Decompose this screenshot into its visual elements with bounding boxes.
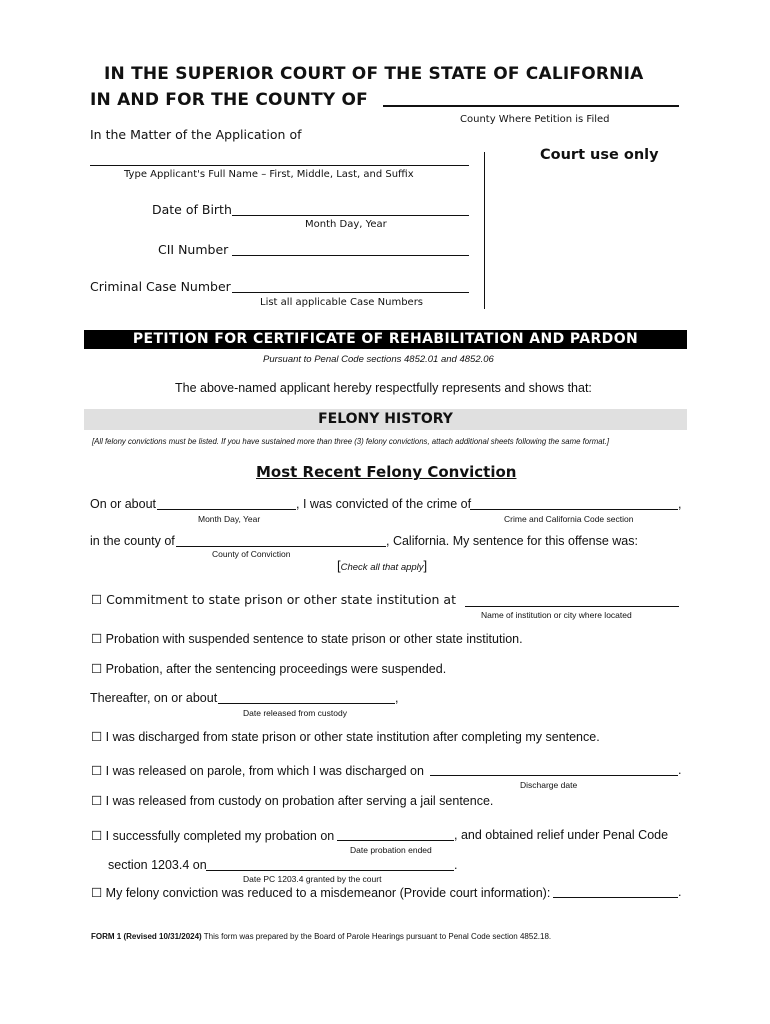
court-title-line2: IN AND FOR THE COUNTY OF (90, 90, 368, 110)
crime-hint: Crime and California Code section (504, 514, 634, 524)
case-field[interactable] (232, 292, 469, 293)
thereafter-label: Thereafter, on or about (90, 691, 218, 705)
cii-label: CII Number (158, 242, 229, 257)
conviction-date-hint: Month Day, Year (198, 514, 261, 524)
section-period: . (454, 858, 458, 872)
applicant-name-field[interactable] (90, 165, 469, 166)
check-all-text: Check all that apply (340, 562, 424, 573)
case-hint: List all applicable Case Numbers (260, 297, 424, 308)
relief-text: , and obtained relief under Penal Code (454, 828, 669, 842)
county-prefix: in the county of (90, 534, 175, 548)
thereafter-comma: , (395, 691, 399, 705)
institution-field[interactable] (465, 606, 679, 607)
crime-field[interactable] (470, 509, 678, 510)
convicted-of-label: , I was convicted of the crime of (296, 497, 472, 511)
check-bracket-open: [ (337, 558, 341, 573)
probation-after-checkbox[interactable]: ☐ Probation, after the sentencing proceedings were suspended. (91, 662, 447, 676)
probation-end-hint: Date probation ended (350, 845, 432, 855)
reduced-checkbox[interactable]: ☐ My felony conviction was reduced to a misdemeanor (Provide court information): (91, 886, 551, 900)
petition-intro: The above-named applicant hereby respectfully represents and shows that: (175, 381, 592, 395)
county-suffix: , California. My sentence for this offense was: (386, 534, 638, 548)
footer-text: This form was prepared by the Board of Parole Hearings pursuant to Penal Code section 4852.18. (201, 932, 552, 941)
cii-field[interactable] (232, 255, 469, 256)
county-hint: County Where Petition is Filed (460, 114, 610, 125)
case-label: Criminal Case Number (90, 279, 231, 294)
most-recent-heading: Most Recent Felony Conviction (256, 463, 517, 481)
dob-label: Date of Birth (152, 202, 232, 217)
conviction-date-field[interactable] (157, 509, 296, 510)
pc1203-date-field[interactable] (206, 870, 454, 871)
county-field[interactable] (383, 105, 679, 107)
pc1203-date-hint: Date PC 1203.4 granted by the court (243, 874, 382, 884)
court-use-label: Court use only (540, 147, 659, 163)
court-title-line1: IN THE SUPERIOR COURT OF THE STATE OF CALIFORNIA (104, 64, 644, 84)
comma-text: , (678, 497, 682, 511)
dob-field[interactable] (232, 215, 469, 216)
felony-history-title: FELONY HISTORY (84, 409, 687, 430)
parole-checkbox[interactable]: ☐ I was released on parole, from which I was discharged on (91, 764, 424, 778)
probation-end-field[interactable] (337, 840, 454, 841)
court-use-divider (484, 152, 485, 309)
release-date-hint: Date released from custody (243, 708, 347, 718)
reduced-period: . (678, 885, 682, 899)
release-date-field[interactable] (218, 703, 395, 704)
applicant-name-hint: Type Applicant's Full Name – First, Middle, Last, and Suffix (124, 169, 414, 180)
felony-note: [All felony convictions must be listed. If you have sustained more than three (3) felony convictions, attach additional sheets following the same format.] (92, 437, 610, 446)
court-info-field[interactable] (553, 897, 678, 898)
dob-hint: Month Day, Year (305, 219, 387, 230)
parole-period: . (678, 763, 682, 777)
section-1203-label: section 1203.4 on (108, 858, 207, 872)
on-or-about-label: On or about (90, 497, 157, 511)
check-bracket-close: ] (423, 558, 428, 573)
form-id: FORM 1 (Revised 10/31/2024) (91, 932, 202, 941)
petition-title: PETITION FOR CERTIFICATE OF REHABILITATION AND PARDON (84, 330, 687, 349)
petition-subtitle: Pursuant to Penal Code sections 4852.01 and 4852.06 (263, 354, 494, 365)
matter-label: In the Matter of the Application of (90, 127, 302, 142)
discharge-date-field[interactable] (430, 775, 678, 776)
conviction-county-field[interactable] (176, 546, 386, 547)
discharge-date-hint: Discharge date (520, 780, 578, 790)
institution-hint: Name of institution or city where located (481, 610, 632, 620)
county-of-conviction-hint: County of Conviction (212, 549, 291, 559)
check-all-instruction (337, 558, 427, 573)
form-footer (91, 932, 551, 941)
discharged-checkbox[interactable]: ☐ I was discharged from state prison or other state institution after completing my sentence. (91, 730, 600, 744)
completed-probation-checkbox[interactable]: ☐ I successfully completed my probation on (91, 829, 335, 843)
probation-suspended-checkbox[interactable]: ☐ Probation with suspended sentence to state prison or other state institution. (91, 632, 523, 646)
commitment-checkbox[interactable]: ☐ Commitment to state prison or other state institution at (91, 592, 456, 607)
jail-checkbox[interactable]: ☐ I was released from custody on probation after serving a jail sentence. (91, 794, 494, 808)
